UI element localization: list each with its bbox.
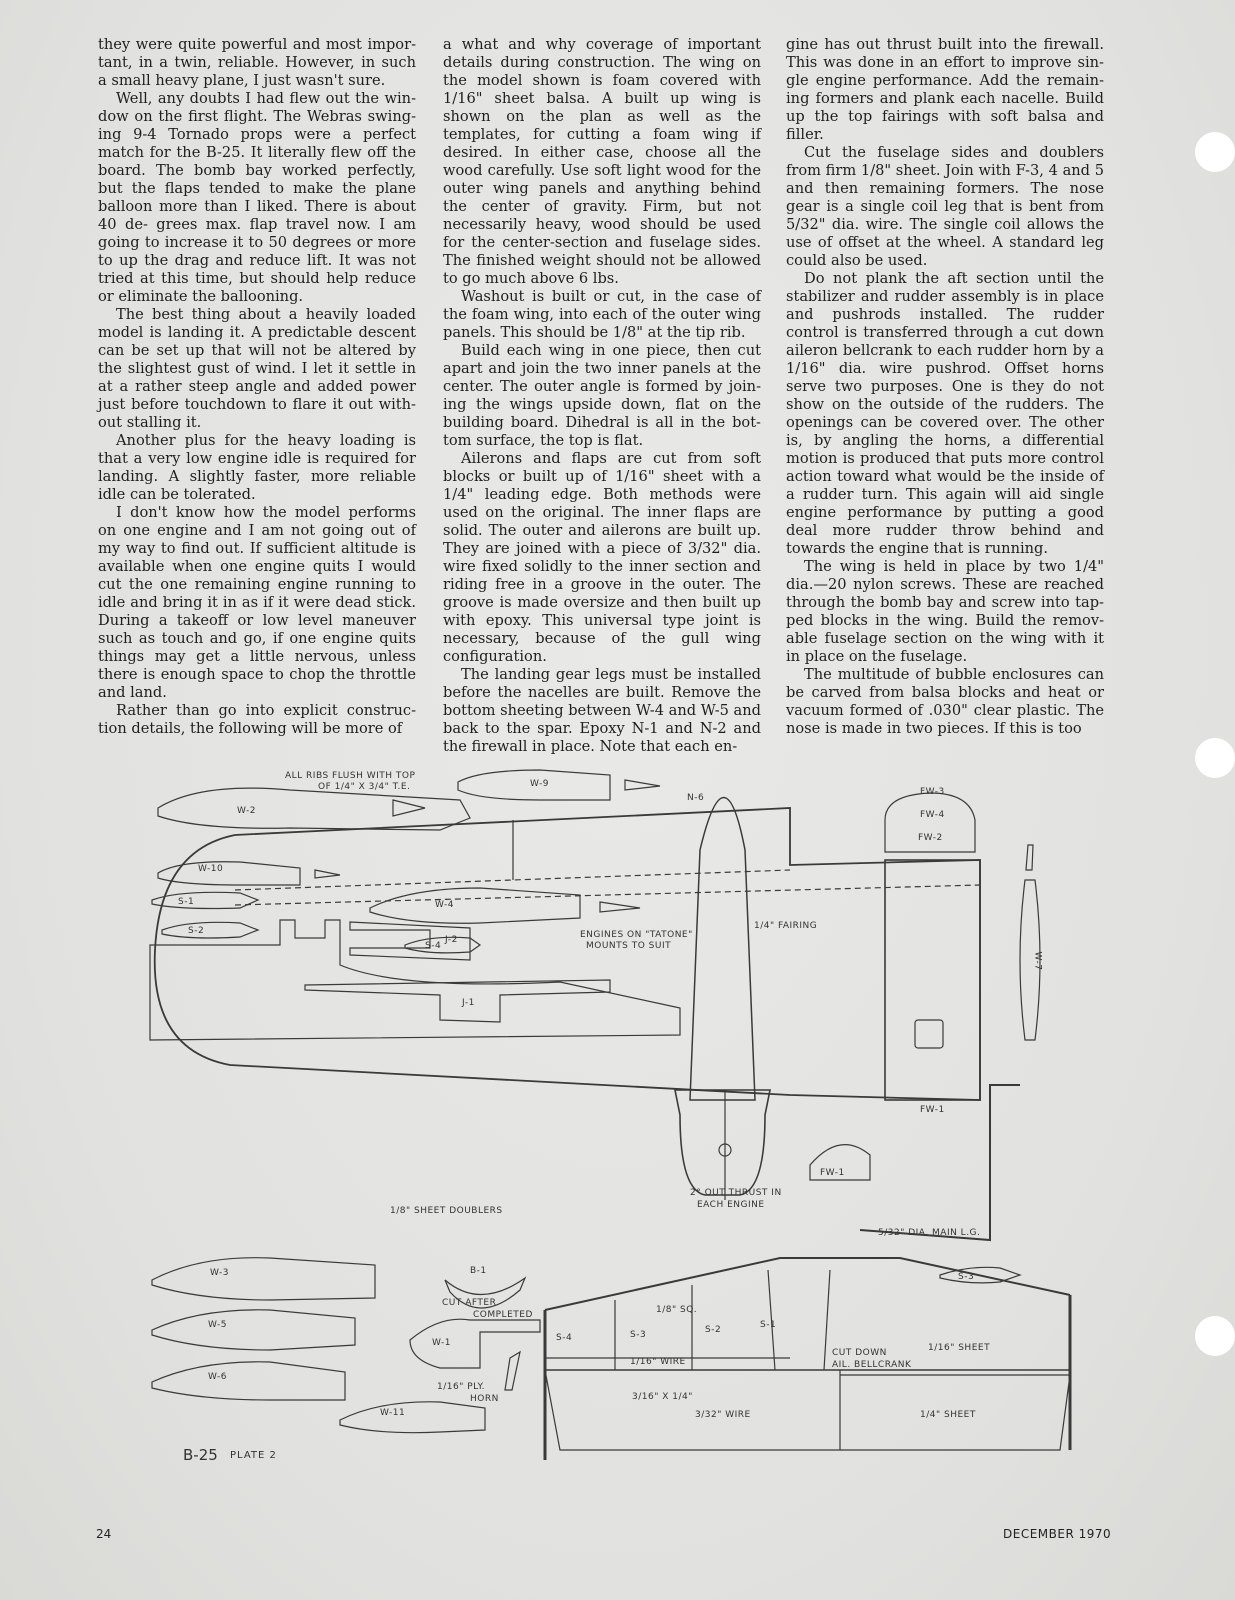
part-label-w11: W-11 — [380, 1408, 406, 1418]
part-label-s4-side: S-4 — [556, 1333, 573, 1343]
part-label-s2: S-2 — [188, 926, 205, 936]
note-ribs-flush: ALL RIBS FLUSH WITH TOP — [285, 771, 416, 781]
note-ply-horn: 1/16" PLY. — [437, 1382, 485, 1392]
note-ribs-flush-2: OF 1/4" X 3/4" T.E. — [318, 782, 411, 792]
b25-plan-drawing — [140, 760, 1100, 1460]
part-label-fw1: FW-1 — [920, 1105, 945, 1115]
plan-title: B-25 — [183, 1446, 218, 1464]
paragraph: Build each wing in one piece, then cut apart and join the two inner panels at the center. The outer angle is formed by join- ing the wings upside down, flat on the building board. Dihedral is all in the bot- tom surface, the top is flat. — [443, 342, 761, 449]
part-label-w4: W-4 — [435, 900, 455, 910]
part-label-w7: W-7 — [1032, 951, 1043, 971]
part-label-fw1-small: FW-1 — [820, 1168, 845, 1178]
part-label-w2: W-2 — [237, 806, 257, 816]
paragraph: Another plus for the heavy loading is that a very low engine idle is required for landing. A slightly faster, more reliable idle can be tolerated. — [98, 432, 416, 503]
plan-plate: PLATE 2 — [230, 1450, 277, 1461]
part-label-s3-side: S-3 — [630, 1330, 647, 1340]
issue-date: DECEMBER 1970 — [1003, 1527, 1112, 1541]
paragraph: The landing gear legs must be installed before the nacelles are built. Remove the bottom sheeting between W-4 and W-5 and back to the spar. Epoxy N-1 and N-2 and the firewall in place. Note that each en- — [443, 666, 761, 755]
note-bellcrank: CUT DOWN — [832, 1348, 887, 1358]
part-label-s1-side: S-1 — [760, 1320, 777, 1330]
note-doublers: 1/8" SHEET DOUBLERS — [390, 1206, 503, 1216]
paragraph: Ailerons and flaps are cut from soft blocks or built up of 1/16" sheet with a 1/4" leading edge. Both methods were used on the original. The inner flaps are solid. The outer and ailerons are built up. They are joined with a piece of 3/32" dia. wire fixed solidly to the inner section and riding free in a groove in the outer. The groove is made oversize and then built up with epoxy. This universal type joint is necessary, because of the gull wing configuration. — [443, 450, 761, 665]
note-out-thrust-2: EACH ENGINE — [697, 1200, 765, 1210]
part-label-b1: B-1 — [470, 1266, 487, 1276]
part-label-w3: W-3 — [210, 1268, 230, 1278]
note-bellcrank-2: AIL. BELLCRANK — [832, 1360, 912, 1370]
part-label-s3-small: S-3 — [958, 1272, 975, 1282]
text-column-1 — [98, 36, 416, 738]
paragraph: Washout is built or cut, in the case of the foam wing, into each of the outer wing panels. This should be 1/8" at the tip rib. — [443, 288, 761, 341]
text-column-3 — [786, 36, 1104, 738]
part-label-w6: W-6 — [208, 1372, 228, 1382]
part-label-fw4: FW-4 — [920, 810, 945, 820]
paragraph: The multitude of bubble enclosures can be carved from balsa blocks and heat or vacuum formed of .030" clear plastic. The nose is made in two pieces. If this is too — [786, 666, 1104, 737]
note-out-thrust: 2° OUT THRUST IN — [690, 1188, 782, 1198]
paragraph: gine has out thrust built into the firewall. This was done in an effort to improve sin- gle engine performance. Add the remain- ing formers and plank each nacelle. Build up the top fairings with soft balsa and filler. — [786, 36, 1104, 143]
paragraph: Do not plank the aft section until the stabilizer and rudder assembly is in place and pushrods installed. The rudder control is transferred through a cut down aileron bellcrank to each rudder horn by a 1/16" dia. wire pushrod. Offset horns serve two purposes. One is they do not show on the outside of the rudders. The openings can be covered over. The other is, by angling the horns, a differential motion is produced that puts more control action toward what would be the inside of a rudder turn. This again will aid single engine performance by putting a good deal more rudder throw behind and towards the engine that is running. — [786, 270, 1104, 557]
page-number: 24 — [96, 1527, 112, 1541]
note-ply-horn-2: HORN — [470, 1394, 499, 1404]
note-cut-after-2: COMPLETED — [473, 1310, 533, 1320]
part-label-fw2: FW-2 — [918, 833, 943, 843]
punch-hole-top — [1195, 132, 1235, 172]
part-label-w9: W-9 — [530, 779, 550, 789]
part-label-s2-side: S-2 — [705, 1325, 722, 1335]
part-label-w10: W-10 — [198, 864, 224, 874]
part-label-s4: S-4 — [425, 941, 442, 951]
part-label-w1: W-1 — [432, 1338, 452, 1348]
text-column-2 — [443, 36, 761, 756]
part-label-j2: J-2 — [445, 935, 458, 945]
part-label-w5: W-5 — [208, 1320, 228, 1330]
note-engines: ENGINES ON "TATONE" — [580, 930, 693, 940]
note-fairing: 1/4" FAIRING — [754, 921, 818, 931]
punch-hole-middle — [1195, 738, 1235, 778]
punch-hole-bottom — [1195, 1316, 1235, 1356]
paragraph: Cut the fuselage sides and doublers from firm 1/8" sheet. Join with F-3, 4 and 5 and then remaining formers. The nose gear is a single coil leg that is bent from 5/32" dia. wire. The single coil allows the use of offset at the wheel. A standard leg could also be used. — [786, 144, 1104, 269]
note-sheet-116: 1/16" SHEET — [928, 1343, 991, 1353]
paragraph: Well, any doubts I had flew out the win- dow on the first flight. The Webras swing- ing 9-4 Tornado props were a perfect match for the B-25. It literally flew off the board. The bomb bay worked perfectly, but the flaps tended to make the plane balloon more than I liked. There is about 40 de- grees max. flap travel now. I am going to increase it to 50 degrees or more to up the drag and reduce lift. It was not tried at this time, but should help reduce or eliminate the ballooning. — [98, 90, 416, 305]
note-cut-after: CUT AFTER — [442, 1298, 497, 1308]
part-label-fw3: FW-3 — [920, 787, 945, 797]
note-wire-332: 3/32" WIRE — [695, 1410, 751, 1420]
note-sq: 1/8" SQ. — [656, 1305, 698, 1315]
note-spar: 3/16" X 1/4" — [632, 1392, 693, 1402]
paragraph: they were quite powerful and most impor- tant, in a twin, reliable. However, in such a small heavy plane, I just wasn't sure. — [98, 36, 416, 89]
part-label-j1: J-1 — [462, 998, 475, 1008]
note-wire-116: 1/16" WIRE — [630, 1357, 686, 1367]
paragraph: The wing is held in place by two 1/4" dia.—20 nylon screws. These are reached through the bomb bay and screw into tap- ped blocks in the wing. Build the remov- able fuselage section on the wing with it in place on the fuselage. — [786, 558, 1104, 665]
paragraph: The best thing about a heavily loaded model is landing it. A predictable descent can be set up that will not be altered by the slightest gust of wind. I let it settle in at a rather steep angle and added power just before touchdown to flare it out with- out stalling it. — [98, 306, 416, 431]
part-label-n6: N-6 — [687, 793, 705, 803]
note-sheet-14: 1/4" SHEET — [920, 1410, 976, 1420]
plan-line-art — [140, 760, 1100, 1460]
part-label-s1: S-1 — [178, 897, 195, 907]
note-main-lg: 5/32" DIA. MAIN L.G. — [878, 1228, 981, 1238]
note-engines-2: MOUNTS TO SUIT — [586, 941, 672, 951]
paragraph: a what and why coverage of important details during construction. The wing on the model shown is foam covered with 1/16" sheet balsa. A built up wing is shown on the plan as well as the templates, for cutting a foam wing if desired. In either case, choose all the wood carefully. Use soft light wood for the outer wing panels and anything behind the center of gravity. Firm, but not necessarily heavy, wood should be used for the center-section and fuselage sides. The finished weight should not be allowed to go much above 6 lbs. — [443, 36, 761, 287]
paragraph: Rather than go into explicit construc- tion details, the following will be more of — [98, 702, 416, 737]
paragraph: I don't know how the model performs on one engine and I am not going out of my way to find out. If sufficient altitude is available when one engine quits I would cut the one remaining engine running to idle and bring it in as if it were dead stick. During a takeoff or low level maneuver such as touch and go, if one engine quits things may get a little nervous, unless there is enough space to chop the throttle and land. — [98, 504, 416, 701]
